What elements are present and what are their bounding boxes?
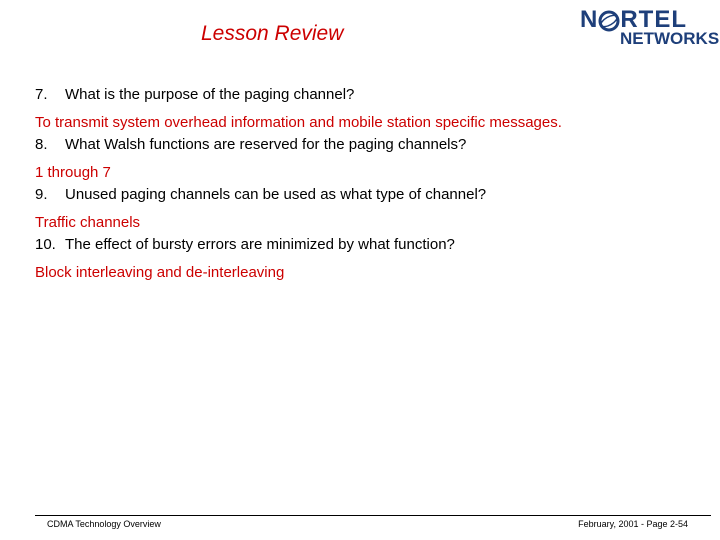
nortel-networks-logo: [580, 6, 720, 50]
question-text: The effect of bursty errors are minimized by what function?: [65, 236, 455, 253]
logo-wordmark-top: N RTEL: [580, 6, 688, 33]
question-10: [35, 234, 695, 256]
answer-9: Traffic channels: [35, 214, 141, 231]
question-number: 9.: [35, 186, 48, 203]
question-text: What Walsh functions are reserved for the paging channels?: [65, 136, 467, 153]
question-number: 8.: [35, 136, 48, 153]
question-8: [35, 134, 695, 156]
answer-10: Block interleaving and de-interleaving: [35, 264, 285, 281]
footer-page-info: February, 2001 - Page 2-54: [578, 519, 688, 529]
answer-8: 1 through 7: [35, 164, 111, 181]
answer-7: To transmit system overhead information and mobile station specific messages.: [35, 114, 562, 131]
footer-divider: [35, 515, 711, 516]
logo-globe-icon: [598, 10, 620, 32]
review-content: [35, 84, 695, 284]
slide-title: Lesson Review: [201, 22, 344, 45]
question-9: [35, 184, 695, 206]
question-text: Unused paging channels can be used as what type of channel?: [65, 186, 487, 203]
question-number: 10.: [35, 236, 56, 253]
footer-course-title: CDMA Technology Overview: [47, 519, 161, 529]
logo-wordmark-bottom: NETWORKS: [620, 29, 720, 48]
question-text: What is the purpose of the paging channel?: [65, 86, 355, 103]
question-7: [35, 84, 695, 106]
question-number: 7.: [35, 86, 48, 103]
